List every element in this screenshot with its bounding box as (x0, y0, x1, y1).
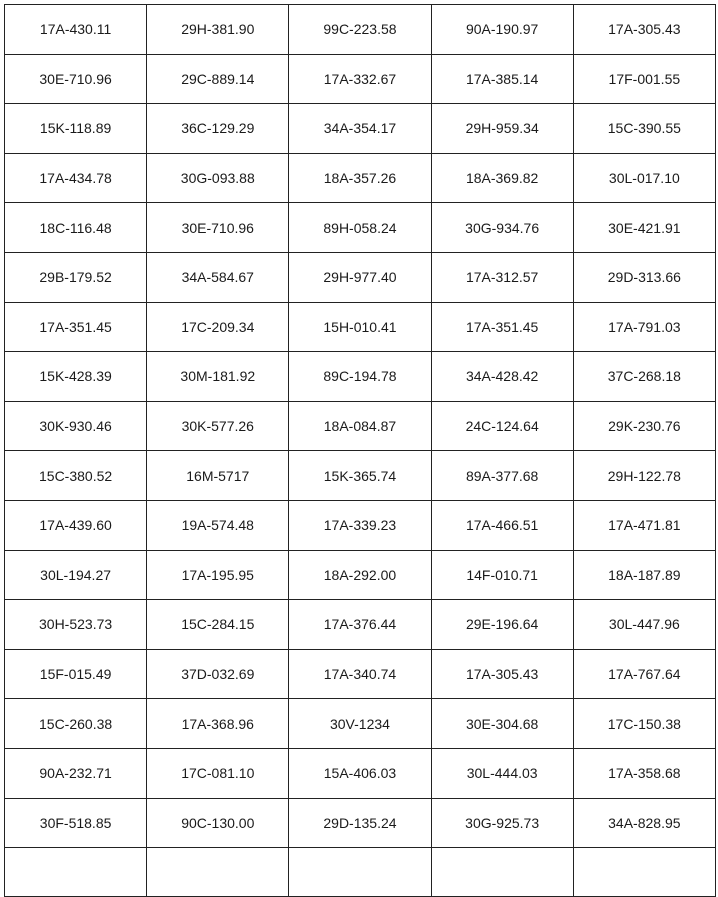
table-row (5, 798, 716, 848)
table-row (5, 649, 716, 699)
table-cell: 29H-959.34 (431, 104, 573, 154)
table-row (5, 252, 716, 302)
table-cell: 17A-430.11 (5, 5, 147, 55)
table-row (5, 848, 716, 897)
table-cell: 17C-150.38 (573, 699, 715, 749)
table-row (5, 451, 716, 501)
table-cell: 17A-351.45 (431, 302, 573, 352)
table-row (5, 153, 716, 203)
table-cell: 17A-439.60 (5, 500, 147, 550)
table-cell: 15C-284.15 (147, 600, 289, 650)
table-cell: 30G-925.73 (431, 798, 573, 848)
table-cell: 30E-710.96 (5, 54, 147, 104)
table-cell: 29E-196.64 (431, 600, 573, 650)
table-cell: 30V-1234 (289, 699, 431, 749)
table-row (5, 203, 716, 253)
table-cell: 17A-195.95 (147, 550, 289, 600)
table-cell: 24C-124.64 (431, 401, 573, 451)
table-cell: 15C-380.52 (5, 451, 147, 501)
table-cell: 16M-5717 (147, 451, 289, 501)
table-cell: 34A-354.17 (289, 104, 431, 154)
table-cell: 19A-574.48 (147, 500, 289, 550)
table-cell: 15K-118.89 (5, 104, 147, 154)
table-cell: 17A-791.03 (573, 302, 715, 352)
table-row (5, 104, 716, 154)
table-cell: 37C-268.18 (573, 352, 715, 402)
table-cell: 18A-084.87 (289, 401, 431, 451)
table-cell (5, 848, 147, 897)
table-cell: 18A-357.26 (289, 153, 431, 203)
table-cell: 30E-421.91 (573, 203, 715, 253)
table-row (5, 54, 716, 104)
table-cell: 14F-010.71 (431, 550, 573, 600)
table-cell: 30L-194.27 (5, 550, 147, 600)
table-cell: 29D-135.24 (289, 798, 431, 848)
table-cell: 30G-934.76 (431, 203, 573, 253)
table-cell: 18A-292.00 (289, 550, 431, 600)
table-cell: 34A-428.42 (431, 352, 573, 402)
table-cell: 30G-093.88 (147, 153, 289, 203)
table-cell: 89H-058.24 (289, 203, 431, 253)
table-row (5, 500, 716, 550)
table-cell: 17A-358.68 (573, 748, 715, 798)
table-cell: 15K-365.74 (289, 451, 431, 501)
table-cell: 17A-385.14 (431, 54, 573, 104)
table-cell: 17F-001.55 (573, 54, 715, 104)
table-cell (147, 848, 289, 897)
table-cell: 17A-339.23 (289, 500, 431, 550)
table-row (5, 699, 716, 749)
table-cell: 30L-017.10 (573, 153, 715, 203)
table-cell: 17A-767.64 (573, 649, 715, 699)
table-cell: 17A-434.78 (5, 153, 147, 203)
table-cell: 18A-187.89 (573, 550, 715, 600)
table-cell: 15F-015.49 (5, 649, 147, 699)
table-cell: 17A-368.96 (147, 699, 289, 749)
table-row (5, 401, 716, 451)
table-cell: 30K-577.26 (147, 401, 289, 451)
table-cell: 30H-523.73 (5, 600, 147, 650)
table-cell: 29C-889.14 (147, 54, 289, 104)
table-cell: 17C-081.10 (147, 748, 289, 798)
table-cell: 18A-369.82 (431, 153, 573, 203)
table-cell: 29H-977.40 (289, 252, 431, 302)
table-cell: 90A-232.71 (5, 748, 147, 798)
table-cell: 90C-130.00 (147, 798, 289, 848)
license-plate-table (4, 4, 716, 897)
table-cell (573, 848, 715, 897)
table-cell: 99C-223.58 (289, 5, 431, 55)
table-cell: 17A-332.67 (289, 54, 431, 104)
table-cell: 17A-376.44 (289, 600, 431, 650)
table-row (5, 302, 716, 352)
table-cell: 15K-428.39 (5, 352, 147, 402)
table-cell: 30L-447.96 (573, 600, 715, 650)
table-cell: 36C-129.29 (147, 104, 289, 154)
table-cell: 17A-466.51 (431, 500, 573, 550)
table-cell: 17A-312.57 (431, 252, 573, 302)
table-cell: 30M-181.92 (147, 352, 289, 402)
table-cell: 90A-190.97 (431, 5, 573, 55)
table-cell: 30E-304.68 (431, 699, 573, 749)
table-cell: 29K-230.76 (573, 401, 715, 451)
table-cell: 30K-930.46 (5, 401, 147, 451)
table-cell: 15H-010.41 (289, 302, 431, 352)
table-row (5, 352, 716, 402)
table-row (5, 5, 716, 55)
table-cell: 30L-444.03 (431, 748, 573, 798)
table-cell (289, 848, 431, 897)
table-cell: 29H-381.90 (147, 5, 289, 55)
table-cell: 29B-179.52 (5, 252, 147, 302)
table-cell: 29H-122.78 (573, 451, 715, 501)
table-cell: 30E-710.96 (147, 203, 289, 253)
table-cell: 17A-340.74 (289, 649, 431, 699)
table-row (5, 550, 716, 600)
table-cell: 34A-828.95 (573, 798, 715, 848)
table-cell: 17C-209.34 (147, 302, 289, 352)
table-cell: 17A-305.43 (431, 649, 573, 699)
table-cell: 30F-518.85 (5, 798, 147, 848)
table-cell: 34A-584.67 (147, 252, 289, 302)
table-cell (431, 848, 573, 897)
table-cell: 17A-471.81 (573, 500, 715, 550)
table-cell: 15C-390.55 (573, 104, 715, 154)
table-row (5, 748, 716, 798)
table-cell: 89A-377.68 (431, 451, 573, 501)
table-cell: 17A-351.45 (5, 302, 147, 352)
table-cell: 17A-305.43 (573, 5, 715, 55)
table-cell: 15A-406.03 (289, 748, 431, 798)
table-cell: 29D-313.66 (573, 252, 715, 302)
table-cell: 18C-116.48 (5, 203, 147, 253)
table-cell: 15C-260.38 (5, 699, 147, 749)
table-row (5, 600, 716, 650)
table-body (5, 5, 716, 897)
table-cell: 89C-194.78 (289, 352, 431, 402)
table-cell: 37D-032.69 (147, 649, 289, 699)
